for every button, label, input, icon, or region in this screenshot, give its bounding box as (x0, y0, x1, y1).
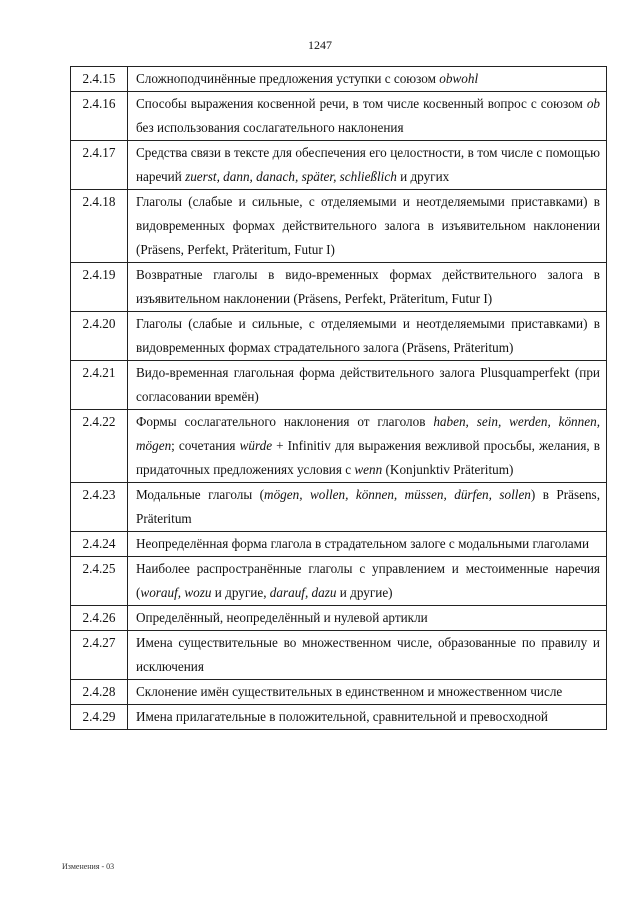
table-row (71, 67, 607, 92)
text-fragment: Склонение имён существительных в единственном и множественном числе (136, 684, 563, 699)
section-number: 2.4.17 (71, 141, 128, 190)
section-number: 2.4.29 (71, 705, 128, 730)
italic-term: zuerst, dann, danach, später, schließlich (185, 169, 397, 184)
text-fragment: и других (396, 169, 450, 184)
section-number: 2.4.23 (71, 483, 128, 532)
text-fragment: ) в Präsens, Präteritum (136, 487, 600, 526)
text-fragment: и другие, (211, 585, 270, 600)
table-row (71, 312, 607, 361)
table-row (71, 361, 607, 410)
section-description (128, 263, 607, 312)
text-fragment: Способы выражения косвенной речи, в том числе косвенный вопрос с союзом (136, 96, 587, 111)
section-description (128, 361, 607, 410)
section-description (128, 312, 607, 361)
section-number: 2.4.20 (71, 312, 128, 361)
section-description (128, 67, 607, 92)
section-description (128, 606, 607, 631)
section-description (128, 190, 607, 263)
table-row (71, 705, 607, 730)
table-row (71, 141, 607, 190)
table-row (71, 631, 607, 680)
table-row (71, 557, 607, 606)
footer-revision-note: Изменения - 03 (62, 862, 115, 871)
italic-term: haben, sein, werden, können, mögen (136, 414, 600, 453)
page-number: 1247 (308, 38, 332, 52)
text-fragment: Видо-временная глагольная форма действительного залога Plusquamperfekt (при согласовании времён) (136, 365, 600, 404)
section-number: 2.4.16 (71, 92, 128, 141)
italic-term: worauf, wozu (140, 585, 212, 600)
table-row (71, 190, 607, 263)
section-number: 2.4.28 (71, 680, 128, 705)
italic-term: ob (586, 96, 600, 111)
section-number: 2.4.19 (71, 263, 128, 312)
text-fragment: Сложноподчинённые предложения уступки с союзом (136, 71, 440, 86)
text-fragment: Имена существительные во множественном числе, образованные по правилу и исключения (136, 635, 600, 674)
italic-term: würde (239, 438, 273, 453)
text-fragment: Наиболее распространённые глаголы с управлением и местоименные наречия ( (136, 561, 600, 600)
text-fragment: Определённый, неопределённый и нулевой артикли (136, 610, 428, 625)
section-description (128, 92, 607, 141)
section-description (128, 680, 607, 705)
table-row (71, 680, 607, 705)
text-fragment: Средства связи в тексте для обеспечения его целостности, в том числе с помощью наречий (136, 145, 600, 184)
italic-term: wenn (354, 462, 383, 477)
section-number: 2.4.21 (71, 361, 128, 410)
text-fragment: Модальные глаголы ( (136, 487, 265, 502)
section-description (128, 483, 607, 532)
italic-term: mögen, wollen, können, müssen, dürfen, sollen (264, 487, 531, 502)
topics-table (70, 66, 607, 730)
table-row (71, 92, 607, 141)
table-body (71, 67, 607, 730)
section-description (128, 631, 607, 680)
table-row (71, 410, 607, 483)
table-row (71, 532, 607, 557)
text-fragment: и другие) (336, 585, 393, 600)
text-fragment: (Konjunktiv Präteritum) (382, 462, 514, 477)
section-number: 2.4.24 (71, 532, 128, 557)
text-fragment: без использования сослагательного наклонения (136, 120, 404, 135)
text-fragment: Глаголы (слабые и сильные, с отделяемыми и неотделяемыми приставками) в видовременных формах действительного залога в изъявительном наклонении (Präsens, Perfekt, Präteritum, Futur I) (136, 194, 600, 257)
italic-term: darauf, dazu (269, 585, 337, 600)
text-fragment: Формы сослагательного наклонения от глаголов (136, 414, 434, 429)
section-description (128, 410, 607, 483)
text-fragment: ; сочетания (171, 438, 240, 453)
section-description (128, 532, 607, 557)
section-number: 2.4.15 (71, 67, 128, 92)
text-fragment: Возвратные глаголы в видо-временных формах действительного залога в изъявительном наклонении (Präsens, Perfekt, Präteritum, Futur I) (136, 267, 600, 306)
text-fragment: Глаголы (слабые и сильные, с отделяемыми и неотделяемыми приставками) в видовременных формах страдательного залога (Präsens, Präteritum) (136, 316, 600, 355)
section-description (128, 705, 607, 730)
section-number: 2.4.22 (71, 410, 128, 483)
text-fragment: Имена прилагательные в положительной, сравнительной и превосходной (136, 709, 548, 724)
text-fragment: Неопределённая форма глагола в страдательном залоге с модальными глаголами (136, 536, 590, 551)
table-row (71, 483, 607, 532)
italic-term: obwohl (439, 71, 479, 86)
section-number: 2.4.18 (71, 190, 128, 263)
section-description (128, 557, 607, 606)
section-number: 2.4.25 (71, 557, 128, 606)
table-row (71, 263, 607, 312)
section-description (128, 141, 607, 190)
table-row (71, 606, 607, 631)
text-fragment: + Infinitiv для выражения вежливой просьбы, желания, в придаточных предложениях условия с (136, 438, 601, 477)
section-number: 2.4.26 (71, 606, 128, 631)
section-number: 2.4.27 (71, 631, 128, 680)
